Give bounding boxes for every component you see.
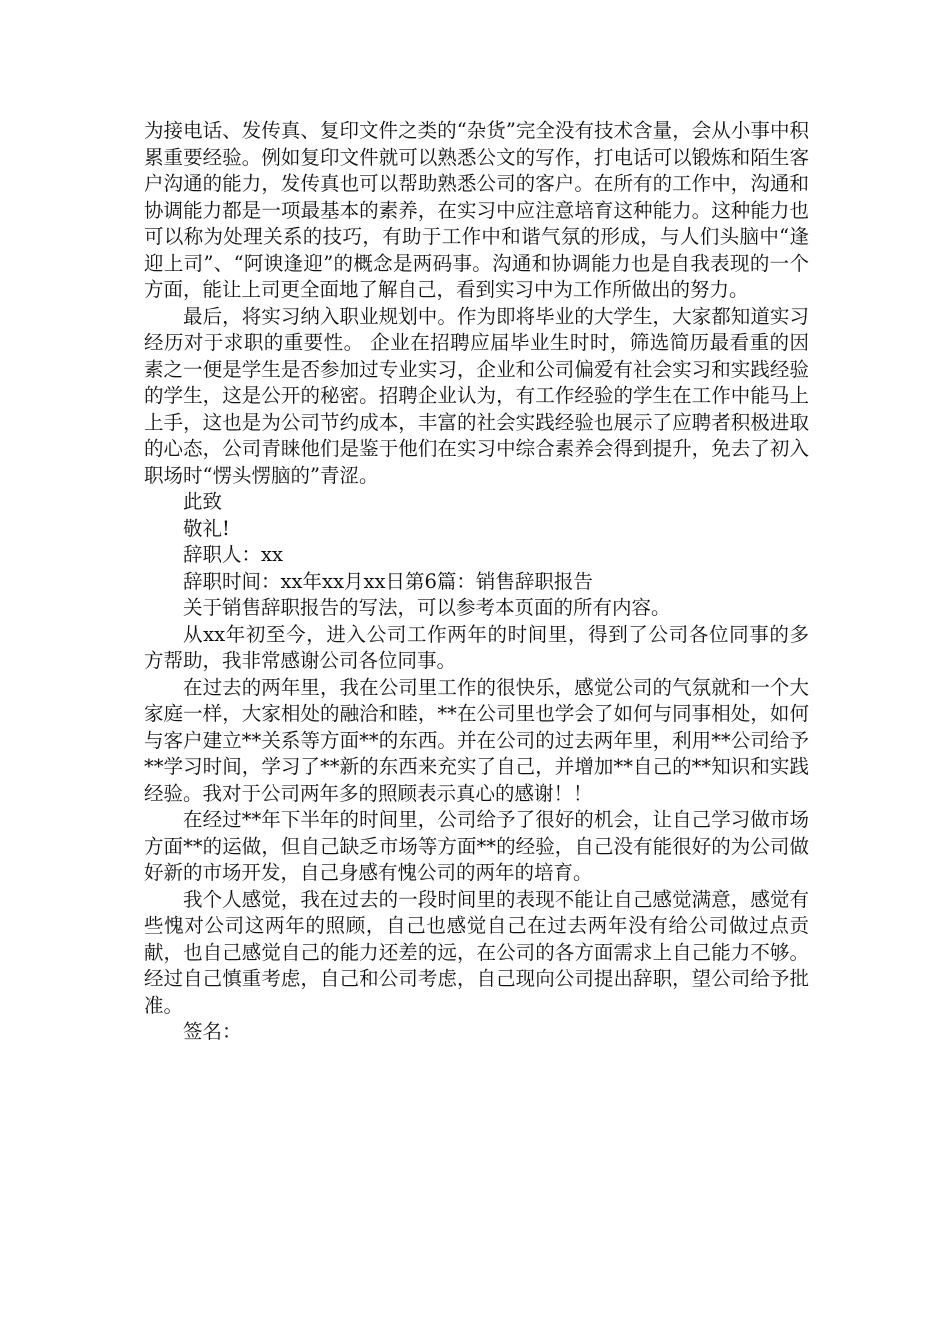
section-intro: 关于销售辞职报告的写法，可以参考本页面的所有内容。 xyxy=(183,596,671,619)
closing-regards: 敬礼! xyxy=(183,516,230,540)
paragraph-career-planning: 最后，将实习纳入职业规划中。作为即将毕业的大学生，大家都知道实习经历对于求职的重要性。 企业在招聘应届毕业生时时，筛选简历最看重的因素之一便是学生是否参加过专业实习，企业和公司偏爱有社会实习和实践经验的学生，这是公开的秘密。招聘企业认为，有工作经验的学生在工作中能马上上手，这也是为公司节约成本，丰富的社会实践经验也展示了应聘者积极进取的心态，公司青睐他们是鉴于他们在实习中综合素养会得到提升，免去了初入职场时“愣头愣脑的”青涩。 xyxy=(144,304,809,487)
closing-salutation: 此致 xyxy=(183,490,223,513)
letter-paragraph-market-experience: 在经过**年下半年的时间里，公司给予了很好的机会，让自己学习做市场方面**的运做，但自己缺乏市场等方面**的经验，自己没有能很好的为公司做好新的市场开发，自己身感有愧公司的两年的培育。 xyxy=(144,808,809,884)
letter-paragraph-past-two-years: 在过去的两年里，我在公司里工作的很快乐，感觉公司的气氛就和一个大家庭一样，大家相处的融洽和睦，**在公司里也学会了如何与同事相处，如何与客户建立**关系等方面**的东西。并在公司的过去两年里，利用**公司给予**学习时间，学习了**新的东西来充实了自己，并增加**自己的**知识和实践经验。我对于公司两年多的照顾表示真心的感谢！！ xyxy=(144,675,809,805)
paragraph-communication-skills: 为接电话、发传真、复印文件之类的“杂货”完全没有技术含量，会从小事中积累重要经验。例如复印文件就可以熟悉公文的写作，打电话可以锻炼和陌生客户沟通的能力，发传真也可以帮助熟悉公司的客户。在所有的工作中，沟通和协调能力都是一项最基本的素养，在实习中应注意培育这种能力。这种能力也可以称为处理关系的技巧，有助于工作中和谐气氛的形成，与人们头脑中“逢迎上司”、“阿谀逢迎”的概念是两码事。沟通和协调能力也是自我表现的一个方面，能让上司更全面地了解自己，看到实习中为工作所做出的努力。 xyxy=(144,119,809,301)
letter-paragraph-thanks: 从xx年初至今，进入公司工作两年的时间里，得到了公司各位同事的多方帮助，我非常感谢公司各位同事。 xyxy=(144,622,809,672)
letter-paragraph-resignation-request: 我个人感觉，我在过去的一段时间里的表现不能让自己感觉满意，感觉有些愧对公司这两年的照顾，自己也感觉自己在过去两年没有给公司做过点贡献，也自己感觉自己的能力还差的远，在公司的各方面需求上自己能力不够。经过自己慎重考虑，自己和公司考虑，自己现向公司提出辞职，望公司给予批准。 xyxy=(144,887,809,1017)
document-page xyxy=(144,118,809,1046)
resigner-name: 辞职人：xx xyxy=(183,543,283,566)
signature-label: 签名： xyxy=(183,1020,242,1043)
resignation-time-and-section-title: 辞职时间：xx年xx月xx日第6篇：销售辞职报告 xyxy=(183,569,593,593)
